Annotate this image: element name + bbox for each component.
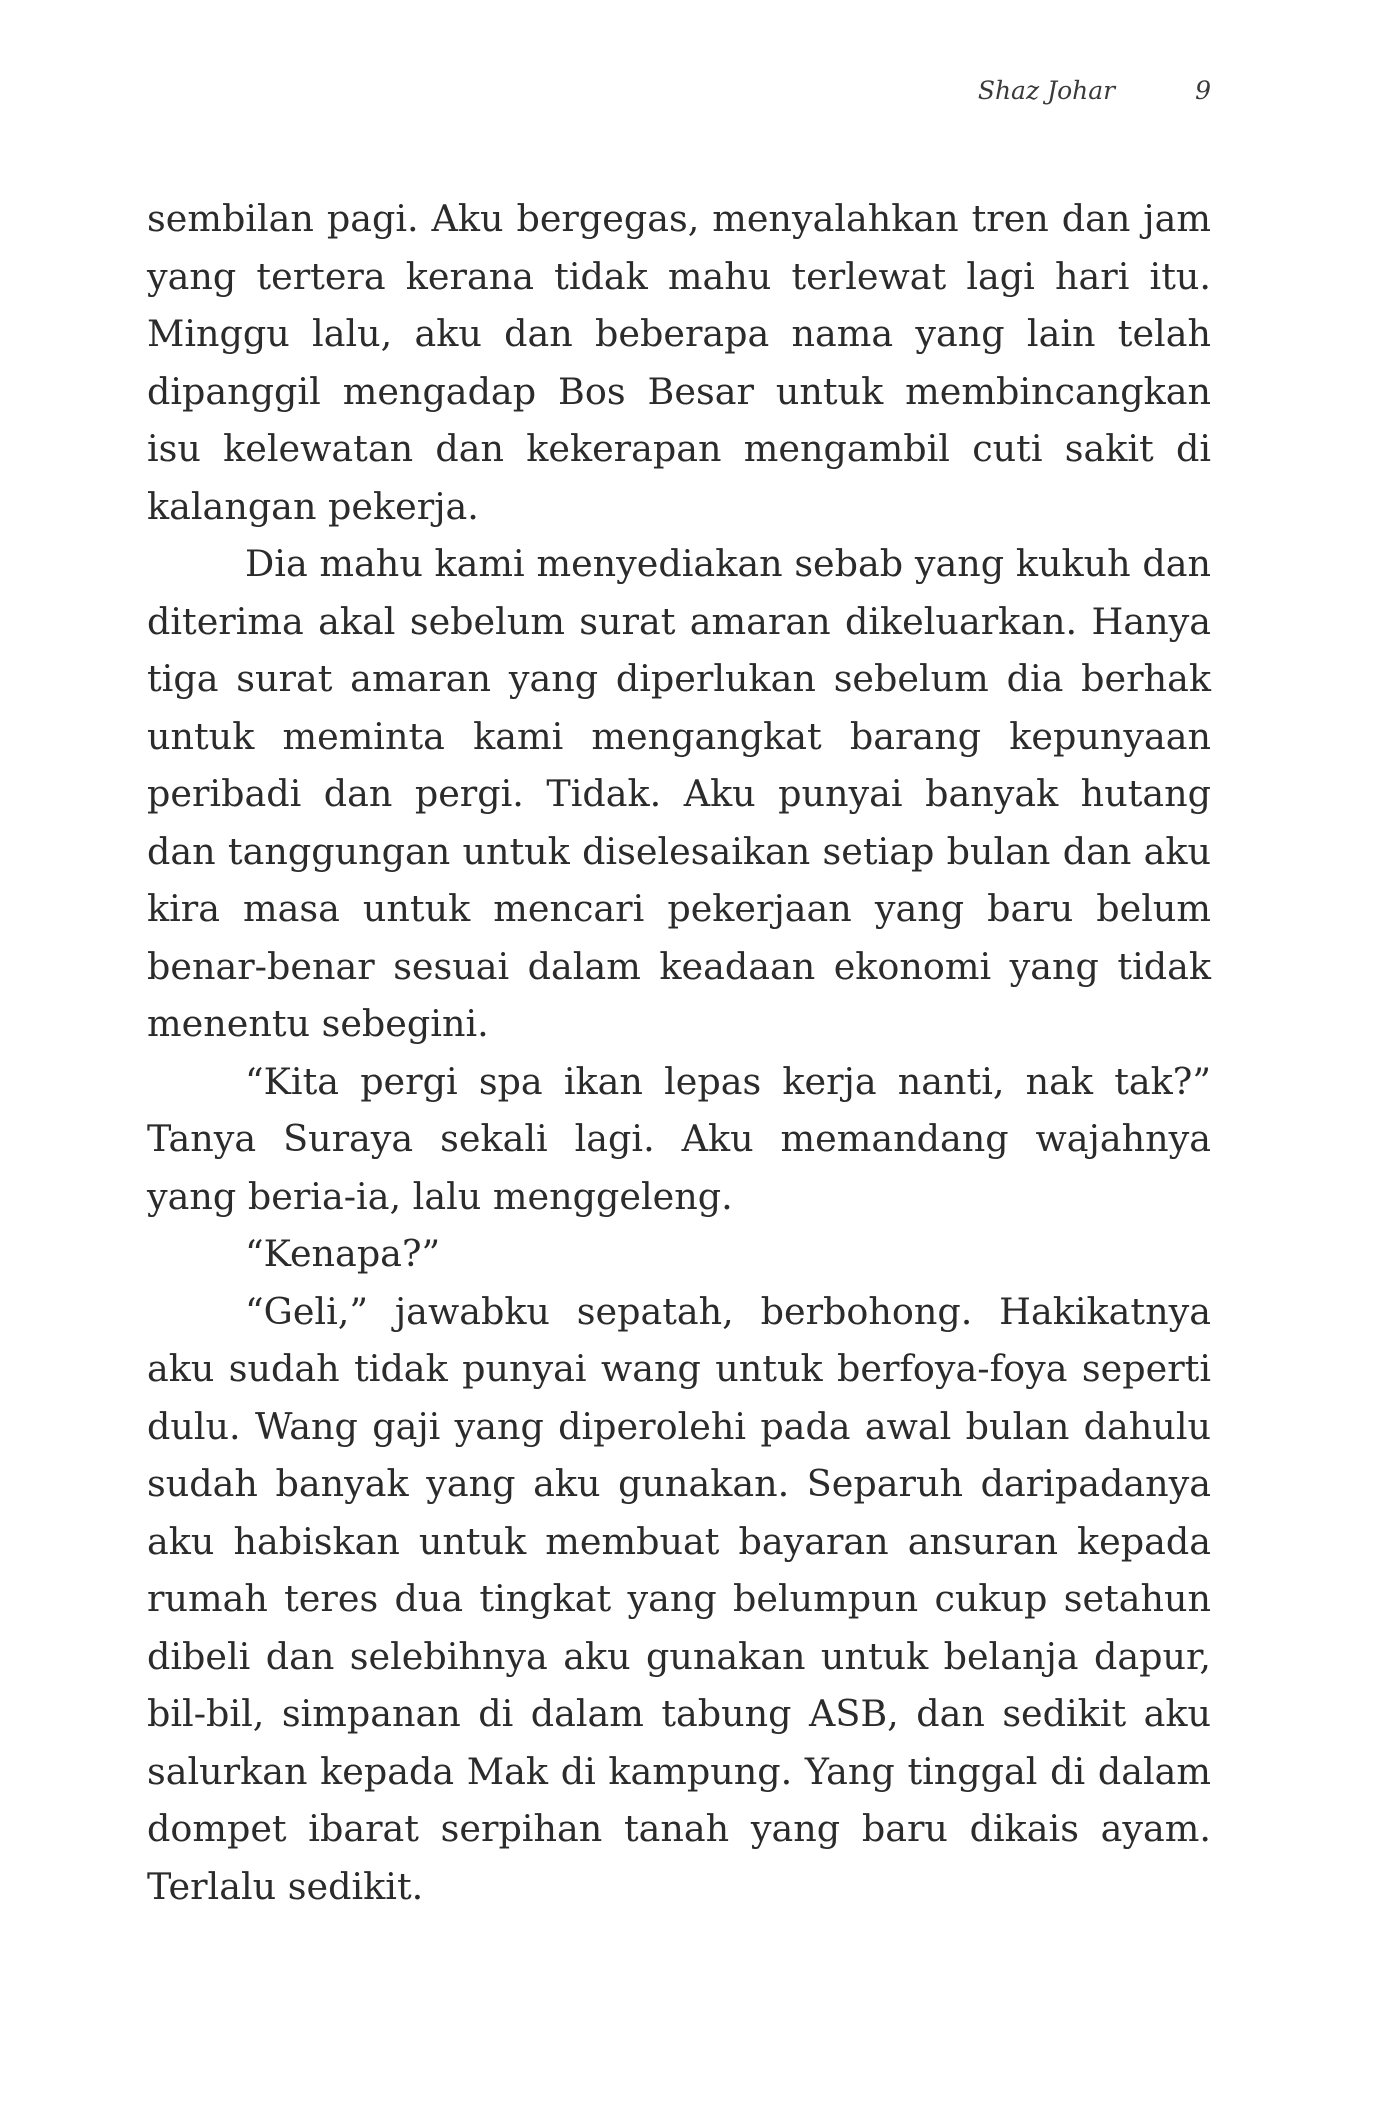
running-header — [978, 76, 1211, 105]
paragraph-1: sembilan pagi. Aku bergegas, menyalahkan tren dan jam yang tertera kerana tidak mahu terlewat lagi hari itu. Minggu lalu, aku dan beberapa nama yang lain telah dipanggil mengadap Bos Besar untuk membincangkan isu kelewatan dan kekerapan mengambil cuti sakit di kalangan pekerja. — [147, 197, 1211, 528]
paragraph-2: Dia mahu kami menyediakan sebab yang kukuh dan diterima akal sebelum surat amaran dikeluarkan. Hanya tiga surat amaran yang diperlukan sebelum dia berhak untuk meminta kami mengangkat barang kepunyaan peribadi dan pergi. Tidak. Aku punyai banyak hutang dan tanggungan untuk diselesaikan setiap bulan dan aku kira masa untuk mencari pekerjaan yang baru belum benar-benar sesuai dalam keadaan ekonomi yang tidak menentu sebegini. — [147, 542, 1211, 1045]
paragraph-3: “Kita pergi spa ikan lepas kerja nanti, nak tak?” Tanya Suraya sekali lagi. Aku memandang wajahnya yang beria-ia, lalu menggeleng. — [147, 1059, 1211, 1218]
page-number: 9 — [1195, 76, 1211, 105]
paragraph-4: “Kenapa?” — [245, 1232, 441, 1275]
paragraph-5: “Geli,” jawabku sepatah, berbohong. Hakikatnya aku sudah tidak punyai wang untuk berfoya-foya seperti dulu. Wang gaji yang diperolehi pada awal bulan dahulu sudah banyak yang aku gunakan. Separuh daripadanya aku habiskan untuk membuat bayaran ansuran kepada rumah teres dua tingkat yang belumpun cukup setahun dibeli dan selebihnya aku gunakan untuk belanja dapur, bil-bil, simpanan di dalam tabung ASB, dan sedikit aku salurkan kepada Mak di kampung. Yang tinggal di dalam dompet ibarat serpihan tanah yang baru dikais ayam. Terlalu sedikit. — [147, 1289, 1211, 1908]
header-author: Shaz Johar — [977, 76, 1116, 105]
body-text — [147, 190, 1211, 1915]
